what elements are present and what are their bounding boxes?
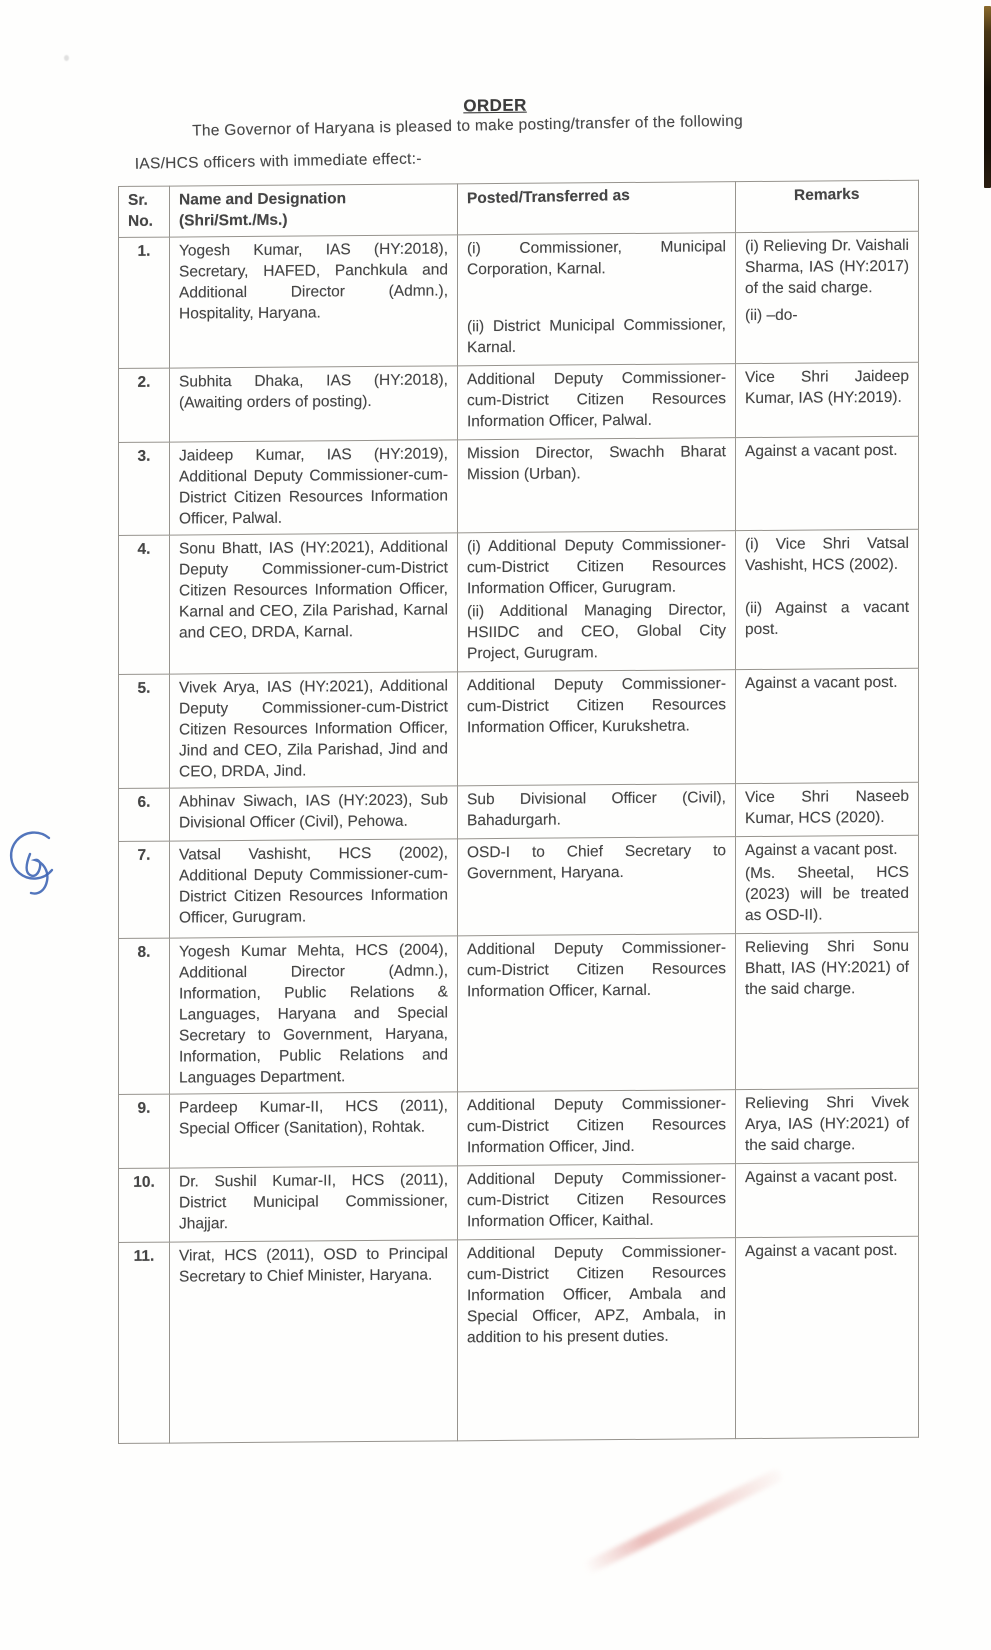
posted-item: Additional Deputy Commissioner-cum-District Citizen Resources Information Officer, Palwal. [467,369,726,431]
remarks-item: Vice Shri Naseeb Kumar, HCS (2020). [745,787,909,828]
name-cell: Yogesh Kumar, IAS (HY:2018), Secretary, HAFED, Panchkula and Additional Director (Admn.), Hospitality, Haryana. [170,235,458,368]
remarks-item: (ii) Against a vacant post. [745,598,909,639]
order-document [118,96,918,1444]
scanner-edge-shadow [984,6,991,188]
posted-cell [458,670,736,786]
remarks-item: (i) Relieving Dr. Vaishali Sharma, IAS (HY:2017) of the said charge. [745,236,909,298]
table-row [119,529,919,674]
posted-cell [458,784,736,839]
table-row [119,436,919,535]
name-cell: Virat, HCS (2011), OSD to Principal Secretary to Chief Minister, Haryana. [170,1240,458,1443]
remarks-item: Against a vacant post. [745,840,898,860]
remarks-item: Relieving Shri Sonu Bhatt, IAS (HY:2021) of the said charge. [745,937,909,999]
intro-paragraph [118,109,919,174]
name-cell: Sonu Bhatt, IAS (HY:2021), Additional Deputy Commissioner-cum-District Citizen Resources Information Officer, Karnal and CEO, Zila Parishad, Karnal and CEO, DRDA, Karnal. [170,533,458,674]
column-header-remarks [736,180,919,232]
column-header-name-designation [170,184,458,237]
posted-cell [458,1090,736,1166]
sr-no-cell: 4. [119,535,170,674]
posted-item: OSD-I to Chief Secretary to Government, Haryana. [467,842,726,883]
table-row [119,1162,919,1242]
sr-no-cell: 1. [119,237,170,368]
posted-cell [458,531,736,672]
sr-no-cell: 7. [119,841,170,938]
posted-cell [458,233,736,366]
table-row [119,932,919,1094]
table-row [119,668,919,788]
posted-item: (i) Additional Deputy Commissioner-cum-District Citizen Resources Information Officer, Gurugram. [467,536,726,598]
posting-transfer-table [118,180,919,1444]
table-row [119,782,919,841]
name-cell: Pardeep Kumar-II, HCS (2011), Special Officer (Sanitation), Rohtak. [170,1092,458,1168]
name-cell: Dr. Sushil Kumar-II, HCS (2011), District Municipal Commissioner, Jhajjar. [170,1166,458,1242]
posted-item: Additional Deputy Commissioner-cum-District Citizen Resources Information Officer, Kaithal. [467,1169,726,1231]
posted-cell [458,1164,736,1240]
header-sr-line2: No. [128,212,153,230]
posted-item: Additional Deputy Commissioner-cum-District Citizen Resources Information Officer, Jind. [467,1095,726,1157]
remarks-cell [736,1162,919,1237]
sr-no-cell: 5. [119,674,170,788]
name-cell: Vivek Arya, IAS (HY:2021), Additional Deputy Commissioner-cum-District Citizen Resources Information Officer, Jind and CEO, Zila Parishad, Jind and CEO, DRDA, Jind. [170,672,458,788]
remarks-item: Against a vacant post. [745,673,898,693]
remarks-cell [736,231,919,363]
name-cell: Subhita Dhaka, IAS (HY:2018), (Awaiting orders of posting). [170,366,458,442]
sr-no-cell: 9. [119,1094,170,1168]
posted-item: Sub Divisional Officer (Civil), Bahadurgarh. [467,789,726,830]
remarks-item: Relieving Shri Vivek Arya, IAS (HY:2021) of the said charge. [745,1093,909,1155]
header-remarks-label: Remarks [794,185,860,205]
posted-item: Mission Director, Swachh Bharat Mission (Urban). [467,443,726,484]
remarks-item: Against a vacant post. [745,441,898,461]
sr-no-cell: 11. [119,1242,170,1443]
table-row [119,835,919,938]
name-cell: Abhinav Siwach, IAS (HY:2023), Sub Divisional Officer (Civil), Pehowa. [170,786,458,841]
remarks-item: (Ms. Sheetal, HCS (2023) will be treated as OSD-II). [745,863,909,925]
remarks-cell [736,835,919,933]
order-table-body [119,231,919,1443]
posted-cell [458,934,736,1092]
remarks-cell [736,932,919,1089]
name-cell: Vatsal Vashisht, HCS (2002), Additional Deputy Commissioner-cum-District Citizen Resources Information Officer, Gurugram. [170,839,458,938]
intro-line-1: The Governor of Haryana is pleased to make posting/transfer of the following [191,112,744,140]
header-sr-line1: Sr. [128,191,148,209]
remarks-item: Vice Shri Jaideep Kumar, IAS (HY:2019). [745,367,909,408]
name-cell: Yogesh Kumar Mehta, HCS (2004), Additional Director (Admn.), Information, Public Relations & Languages, Haryana and Special Secretary to Government, Haryana, Information, Public Relations and Languages Department. [170,936,458,1094]
table-row [119,231,919,368]
posted-item: Additional Deputy Commissioner-cum-District Citizen Resources Information Officer, Ambala and Special Officer, APZ, Ambala, in addition to his present duties. [467,1243,726,1347]
header-name-line1: Name and Designation [179,190,347,209]
intro-line-2: IAS/HCS officers with immediate effect:- [134,150,422,173]
posted-item: Additional Deputy Commissioner-cum-District Citizen Resources Information Officer, Kurukshetra. [467,675,726,737]
header-name-line2: (Shri/Smt./Ms.) [179,211,288,230]
remarks-item: Against a vacant post. [745,1241,898,1261]
table-row [119,362,919,442]
header-posted-label: Posted/Transferred as [466,186,630,208]
posted-cell [458,1238,736,1441]
page-title: ORDER [463,95,527,116]
remarks-cell [736,529,919,669]
posted-item: Additional Deputy Commissioner-cum-District Citizen Resources Information Officer, Karnal. [467,939,726,1001]
sr-no-cell: 3. [119,442,170,535]
remarks-item: (i) Vice Shri Vatsal Vashisht, HCS (2002). [745,534,909,575]
table-row [119,1088,919,1168]
blue-ink-scribble [2,812,62,920]
sr-no-cell: 6. [119,788,170,841]
posted-item: (ii) Additional Managing Director, HSIIDC and CEO, Global City Project, Gurugram. [467,601,726,663]
remarks-item: (ii) –do- [745,306,798,325]
scan-speck [64,55,69,61]
remarks-cell [736,668,919,783]
posted-cell [458,364,736,440]
remarks-cell [736,436,919,530]
posted-cell [458,837,736,936]
table-header-row [119,180,919,237]
remarks-cell [736,1088,919,1163]
posted-item: (i) Commissioner, Municipal Corporation, Karnal. [467,238,726,279]
table-row [119,1236,919,1443]
pink-smudge-artifact [582,1468,784,1575]
sr-no-cell: 2. [119,368,170,442]
column-header-posted-transferred [458,182,736,235]
column-header-sr-no [119,186,170,237]
sr-no-cell: 8. [119,938,170,1094]
remarks-cell [736,1236,919,1438]
name-cell: Jaideep Kumar, IAS (HY:2019), Additional Deputy Commissioner-cum-District Citizen Resources Information Officer, Palwal. [170,440,458,535]
sr-no-cell: 10. [119,1168,170,1242]
remarks-cell [736,782,919,836]
posted-item: (ii) District Municipal Commissioner, Karnal. [467,316,726,357]
remarks-item: Against a vacant post. [745,1167,898,1187]
remarks-cell [736,362,919,437]
posted-cell [458,438,736,533]
